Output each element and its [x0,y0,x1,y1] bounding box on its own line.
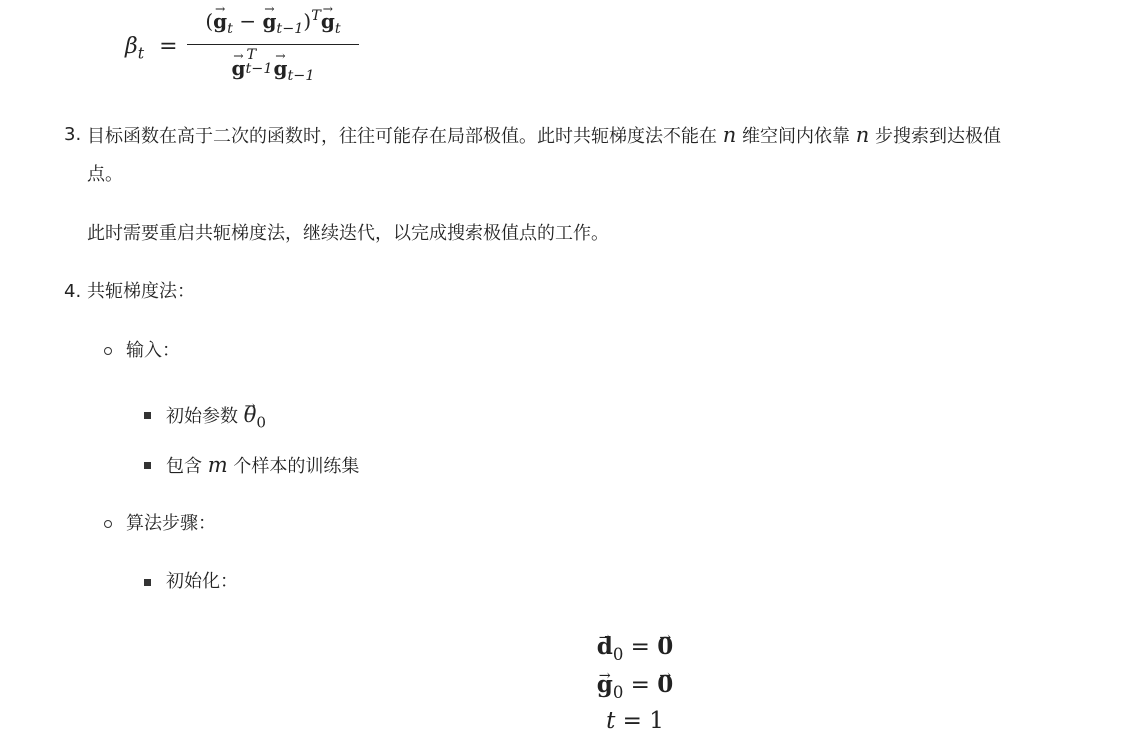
fraction [187,8,359,84]
item3-text-a: 目标函数在高于二次的函数时，往往可能存在局部极值。此时共轭梯度法不能在 [87,126,717,147]
eq-t [580,704,690,738]
hollow-bullet-icon [104,520,112,528]
item3-line2: 点。 [87,164,123,185]
superscript-transpose: T [311,8,321,24]
eq-d0 [580,628,690,666]
beta-formula [125,6,385,92]
item4-title: 共轭梯度法： [87,281,195,302]
vector-d: → d [597,628,613,666]
init-equations [580,628,690,738]
vector-g: → g [597,666,613,704]
train-text-b: 个样本的训练集 [233,456,360,477]
math-var-m: m [207,453,228,477]
subscript: t−1 [245,61,273,78]
vector-g: → g [232,56,246,80]
item3-paragraph2: 此时需要重启共轭梯度法，继续迭代，以完成搜索极值点的工作。 [87,223,609,244]
vector-zero: → 0 [657,628,673,666]
subscript: 0 [256,413,267,432]
subscript: t−1 [287,68,315,85]
vector-zero: → 0 [657,666,673,704]
paren-close: ) [303,8,312,33]
square-bullet-icon [144,412,151,419]
math-var-n: n [722,123,737,147]
equals-sign: = [622,708,642,734]
subscript: t−1 [276,20,304,37]
steps-label: 算法步骤： [126,513,216,534]
input-item-trainset [166,446,359,486]
param-text: 初始参数 [166,406,238,427]
beta-subscript: t [137,43,145,63]
item3-text-c: 步搜索到达极值 [875,126,1001,147]
hollow-bullet-icon [104,347,112,355]
subscript: 0 [612,644,624,664]
fraction-bar [187,44,359,45]
item3-line1 [87,116,1001,156]
equals-sign: = [630,634,650,660]
list-number-4: 4. [64,281,82,302]
number-one: 1 [649,708,664,734]
subscript: t [334,20,341,37]
math-var-theta: → θ [244,396,257,434]
list-number-3: 3. [64,124,82,145]
train-text-a: 包含 [166,456,202,477]
beta-lhs [125,34,178,63]
superscript-transpose: T [246,47,257,64]
minus-sign: − [239,8,257,33]
sup-sub-stack [245,47,274,78]
square-bullet-icon [144,462,151,469]
vector-g: → g [213,9,227,33]
eq-g0 [580,666,690,704]
fraction-denominator [187,47,359,85]
subscript: t [227,20,233,37]
input-item-param [166,396,266,441]
equals-sign: = [630,672,650,698]
item3-text-b: 维空间内依靠 [742,126,850,147]
subscript: 0 [612,682,624,702]
vector-g: → g [274,56,288,80]
square-bullet-icon [144,579,151,586]
math-var-t: t [606,708,616,734]
input-label: 输入： [126,340,180,361]
init-label: 初始化： [166,571,238,592]
fraction-numerator [187,8,359,38]
equals-sign: = [159,34,178,59]
vector-g: → g [321,9,335,33]
vector-g: → g [262,9,276,33]
paren-open: ( [205,8,214,33]
math-var-n: n [855,123,870,147]
beta-symbol: β [125,34,138,59]
